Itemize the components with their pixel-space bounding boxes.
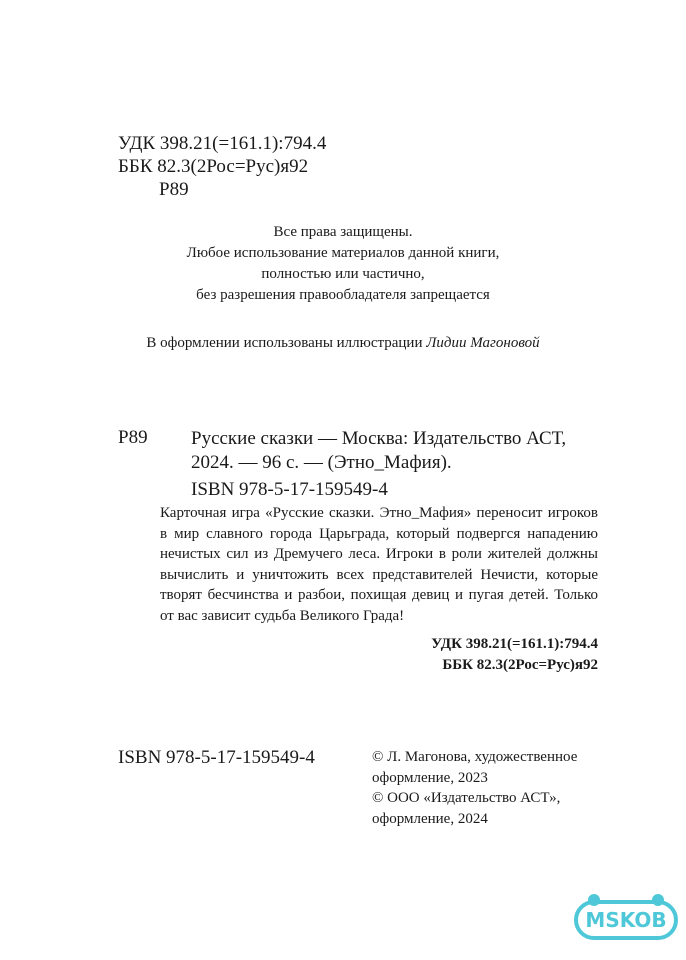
watermark-text: MSKOB [585,908,667,932]
bibliographic-record [191,427,566,475]
bbk-code: ББК 82.3(2Рос=Рус)я92 [118,156,309,177]
bottom-isbn: ISBN 978-5-17-159549-4 [118,747,315,768]
illustrations-credit [0,335,686,352]
copyright-line: © ООО «Издательство АСТ», [372,790,561,806]
copyright-line: © Л. Магонова, художественное [372,749,578,765]
annotation-text: Карточная игра «Русские сказки. Этно_Мафия» переносит игроков в мир славного города Царьграда, который подвергся нападению нечистых сил из Дремучего леса. Игроки в роли жителей должны вычислить и уничтожить всех представителей Нечисти, которые творят бесчинства и разбои, похищая девиц и пугая детей. Только от вас зависит судьба Великого Града! [160,505,598,624]
illustrations-artist: Лидии Магоновой [426,335,540,351]
watermark-badge-icon [572,890,680,948]
catalog-udk: УДК 398.21(=161.1):794.4 [431,636,598,652]
copyright-block [372,747,577,829]
illustrations-prefix: В оформлении использованы иллюстрации [146,335,427,351]
rights-notice [0,222,686,306]
catalog-isbn: ISBN 978-5-17-159549-4 [191,479,388,500]
author-mark: Р89 [159,179,189,200]
copyright-line: оформление, 2024 [372,810,488,827]
watermark-logo [572,890,680,948]
top-classification-codes [118,132,326,201]
catalog-author-mark: Р89 [118,427,148,448]
rights-line: Все права защищены. [273,224,413,240]
biblio-line: Русские сказки — Москва: Издательство АСТ, [191,428,567,449]
copyright-line: оформление, 2023 [372,769,488,786]
rights-line: без разрешения правообладателя запрещается [196,287,490,303]
catalog-bbk: ББК 82.3(2Рос=Рус)я92 [442,657,598,673]
rights-line: Любое использование материалов данной книги, [186,245,500,261]
rights-line: полностью или частично, [261,266,425,282]
catalog-classification-codes [431,634,598,676]
udk-code: УДК 398.21(=161.1):794.4 [118,133,327,154]
biblio-line: 2024. — 96 с. — (Этно_Мафия). [191,452,452,473]
